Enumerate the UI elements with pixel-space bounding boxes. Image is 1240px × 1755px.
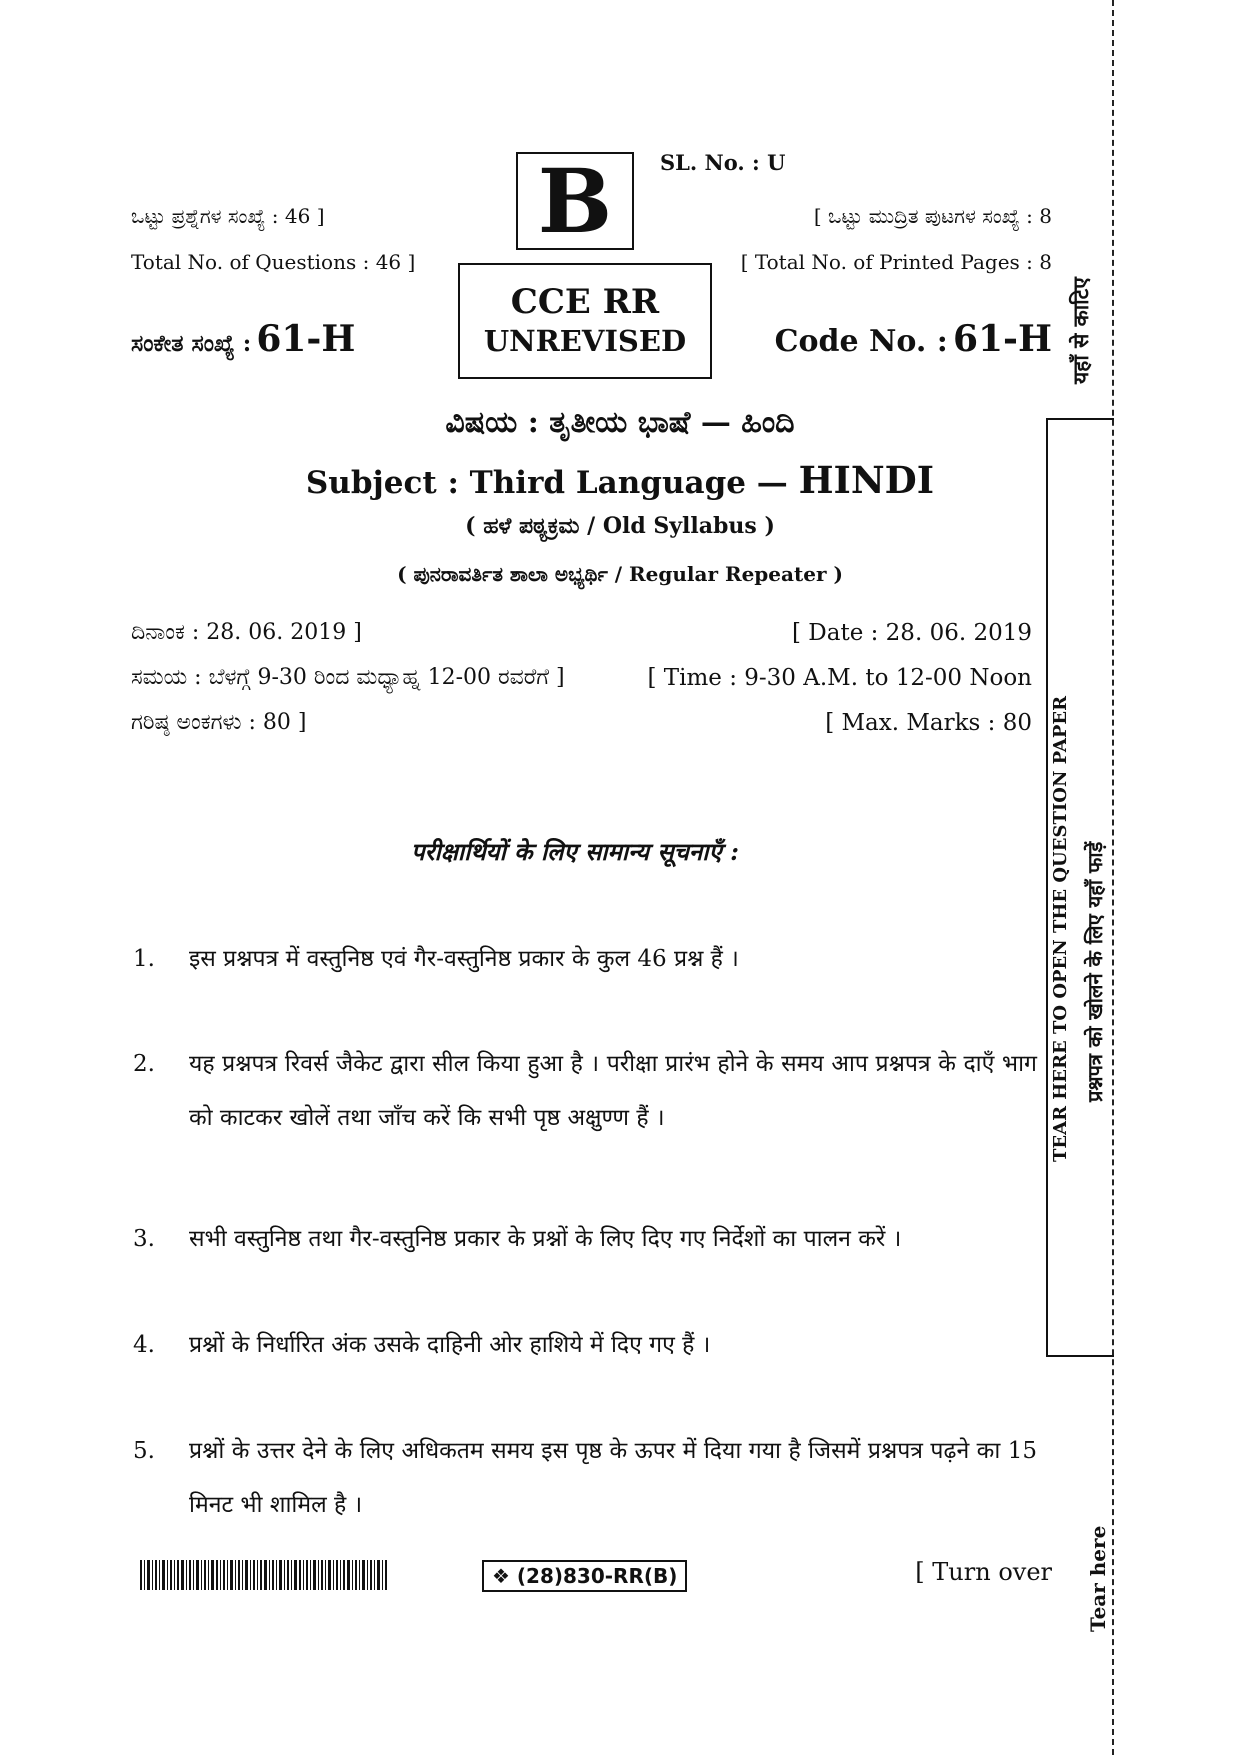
time-kannada: ಸಮಯ : ಬೆಳಗ್ಗೆ 9-30 ರಿಂದ ಮಧ್ಯಾಹ್ನ 12-00 ರವರೆಗೆ ] (131, 665, 565, 690)
version-letter-box: B (516, 152, 634, 250)
cce-box (458, 263, 712, 379)
serial-number: SL. No. : U (660, 150, 786, 175)
tear-here-english-label: TEAR HERE TO OPEN THE QUESTION PAPER (1050, 695, 1071, 1162)
time-english: [ Time : 9-30 A.M. to 12-00 Noon (647, 665, 1032, 691)
code-number-english (720, 318, 1052, 360)
tear-here-label: Tear here (1086, 1525, 1110, 1632)
subject-kannada: ವಿಷಯ : ತೃತೀಯ ಭಾಷೆ — ಹಿಂದಿ (445, 405, 795, 440)
instructions-title: परीक्षार्थियों के लिए सामान्य सूचनाएँ : (411, 837, 739, 866)
instruction-number: 4. (133, 1332, 155, 1358)
instruction-number: 3. (133, 1226, 155, 1252)
code-label-kannada: ಸಂಕೇತ ಸಂಖ್ಯೆ : (131, 330, 252, 357)
marks-kannada: ಗರಿಷ್ಠ ಅಂಕಗಳು : 80 ] (131, 710, 307, 735)
subject-english-prefix: Subject : Third Language — (305, 465, 788, 501)
instruction-text: प्रश्नों के निर्धारित अंक उसके दाहिनी ओर हाशिये में दिए गए हैं । (189, 1332, 711, 1358)
turn-over-note: [ Turn over (915, 1558, 1052, 1586)
instruction-text: सभी वस्तुनिष्ठ तथा गैर-वस्तुनिष्ठ प्रकार के प्रश्नों के लिए दिए गए निर्देशों का पालन करें । (189, 1226, 902, 1252)
reference-code-box: ❖ (28)830-RR(B) (482, 1560, 687, 1592)
instruction-number: 2. (133, 1051, 155, 1077)
total-questions-english: Total No. of Questions : 46 ] (131, 250, 416, 274)
cut-here-label: यहाँ से काटिए (1068, 277, 1093, 384)
code-value-english: 61-H (952, 318, 1052, 360)
code-value-kannada: 61-H (256, 318, 356, 360)
instruction-text: यह प्रश्नपत्र रिवर्स जैकेट द्वारा सील किया हुआ है । परीक्षा प्रारंभ होने के समय आप प्रश्नपत्र के दाएँ भाग को काटकर खोलें तथा जाँच करें कि सभी पृष्ठ अक्षुण्ण हैं । (189, 1051, 1037, 1131)
instruction-number: 1. (133, 946, 155, 972)
tear-here-hindi-label: प्रश्नपत्र को खोलने के लिए यहाँ फाड़ें (1083, 841, 1107, 1102)
code-number-kannada (131, 318, 355, 360)
instruction-text: इस प्रश्नपत्र में वस्तुनिष्ठ एवं गैर-वस्तुनिष्ठ प्रकार के कुल 46 प्रश्न हैं । (189, 946, 739, 972)
syllabus-line: ( ಹಳೆ ಪಠ್ಯಕ್ರಮ / Old Syllabus ) (465, 513, 775, 539)
instruction-number: 5. (133, 1438, 155, 1464)
candidate-type-line: ( ಪುನರಾವರ್ತಿತ ಶಾಲಾ ಅಭ್ಯರ್ಥಿ / Regular Repeater ) (397, 562, 843, 586)
cce-line-1: CCE RR (510, 282, 660, 323)
subject-english-main: HINDI (798, 458, 935, 502)
date-english: [ Date : 28. 06. 2019 (792, 620, 1032, 646)
total-pages-english: [ Total No. of Printed Pages : 8 (740, 250, 1052, 274)
cce-line-2: UNREVISED (483, 324, 687, 359)
instruction-text: प्रश्नों के उत्तर देने के लिए अधिकतम समय इस पृष्ठ के ऊपर में दिया गया है जिसमें प्रश्नपत्र पढ़ने का 15 मिनट भी शामिल है । (189, 1438, 1037, 1518)
marks-english: [ Max. Marks : 80 (825, 710, 1032, 736)
date-kannada: ದಿನಾಂಕ : 28. 06. 2019 ] (131, 620, 362, 645)
barcode (140, 1560, 388, 1590)
total-pages-kannada: [ ಒಟ್ಟು ಮುದ್ರಿತ ಪುಟಗಳ ಸಂಖ್ಯೆ : 8 (813, 204, 1052, 228)
total-questions-kannada: ಒಟ್ಟು ಪ್ರಶ್ನೆಗಳ ಸಂಖ್ಯೆ : 46 ] (131, 204, 325, 228)
code-label-english: Code No. : (774, 324, 948, 359)
